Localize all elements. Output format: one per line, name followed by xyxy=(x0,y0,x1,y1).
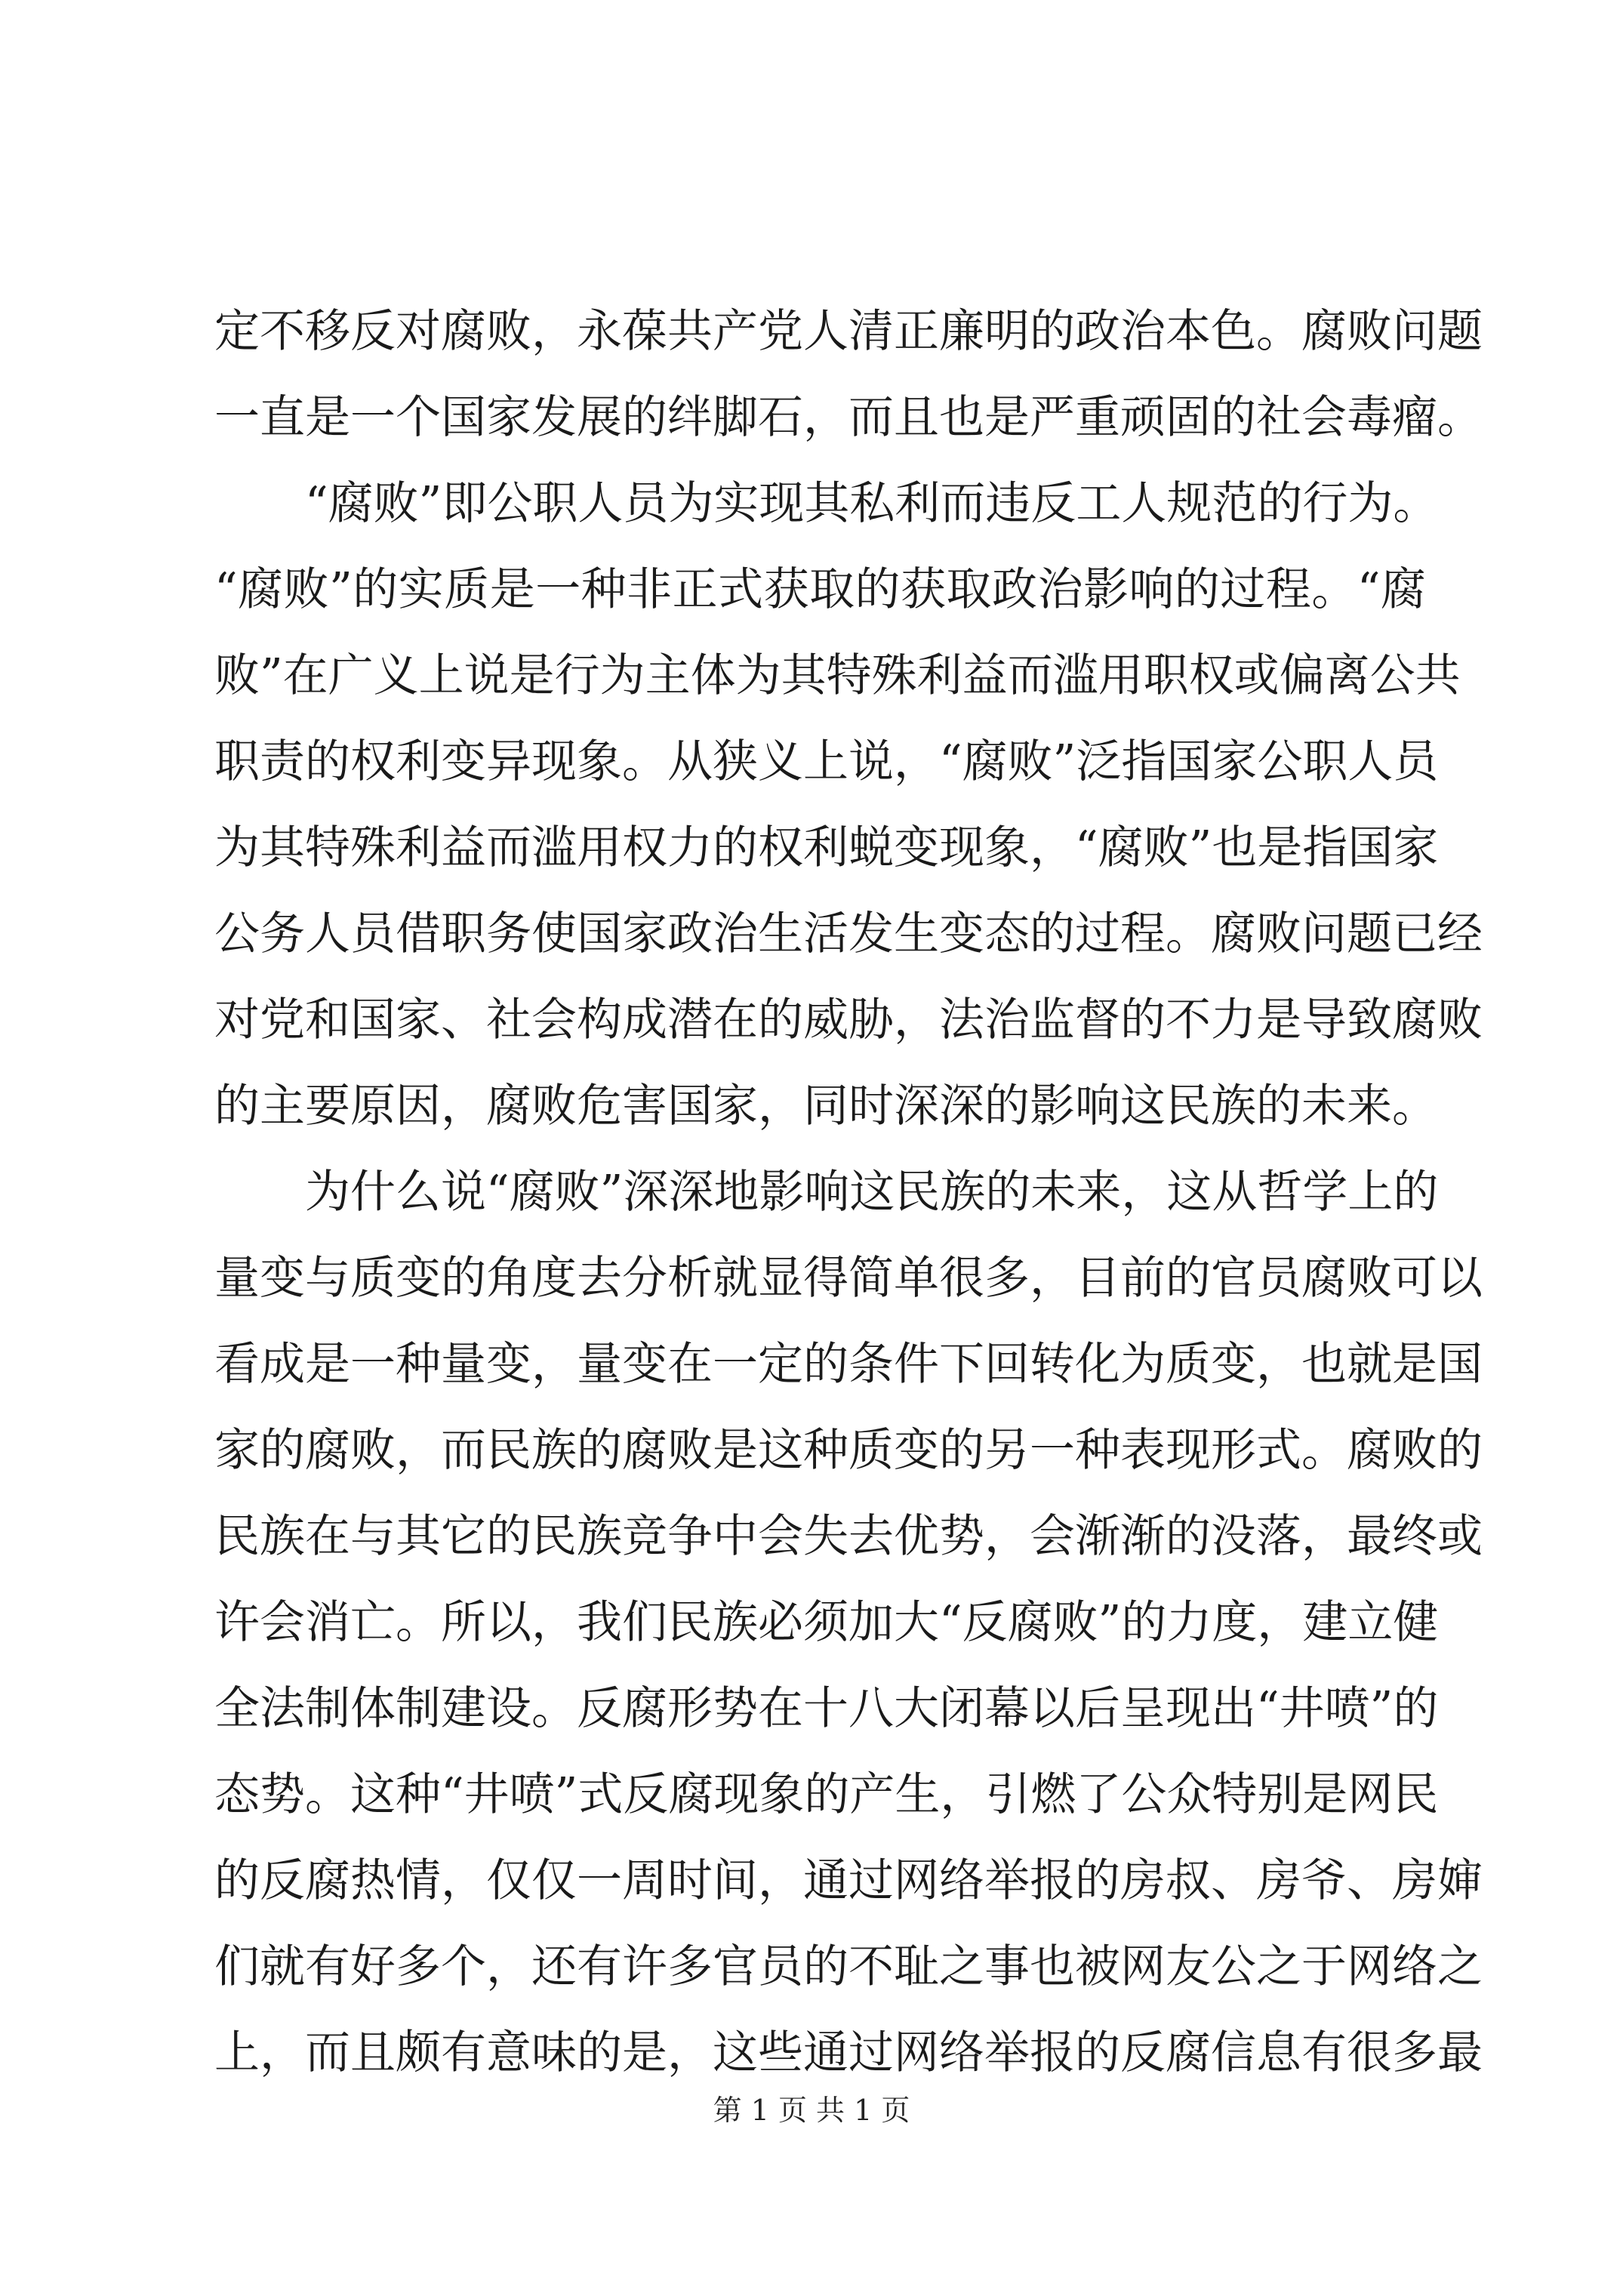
text-line: 态势。这种“井喷”式反腐现象的产生，引燃了公众特别是网民 xyxy=(214,1768,1439,1821)
text-line: 民族在与其它的民族竞争中会失去优势，会渐渐的没落，最终或 xyxy=(214,1510,1483,1563)
text-line: “腐败”即公职人员为实现其私利而违反工人规范的行为。 xyxy=(214,477,1439,530)
text-line: 定不移反对腐败，永葆共产党人清正廉明的政治本色。腐败问题 xyxy=(214,305,1483,358)
text-line: 职责的权利变异现象。从狭义上说，“腐败”泛指国家公职人员 xyxy=(214,735,1439,788)
text-line: 的反腐热情，仅仅一周时间，通过网络举报的房叔、房爷、房婶 xyxy=(214,1854,1483,1907)
text-line: 一直是一个国家发展的绊脚石，而且也是严重顽固的社会毒瘤。 xyxy=(214,391,1483,444)
text-line: 为其特殊利益而滥用权力的权利蜕变现象，“腐败”也是指国家 xyxy=(214,821,1439,874)
page-number-label: 第 1 页 共 1 页 xyxy=(713,2094,910,2127)
text-line: 公务人员借职务使国家政治生活发生变态的过程。腐败问题已经 xyxy=(214,908,1483,960)
page-footer xyxy=(0,2091,1623,2129)
text-line: 量变与质变的角度去分析就显得简单很多，目前的官员腐败可以 xyxy=(214,1252,1483,1305)
text-line: 看成是一种量变，量变在一定的条件下回转化为质变，也就是国 xyxy=(214,1338,1483,1391)
text-line: “腐败”的实质是一种非正式获取的获取政治影响的过程。“腐 xyxy=(214,563,1426,616)
text-line: 们就有好多个，还有许多官员的不耻之事也被网友公之于网络之 xyxy=(214,1940,1483,1993)
text-line: 败”在广义上说是行为主体为其特殊利益而滥用职权或偏离公共 xyxy=(214,649,1461,702)
text-line: 全法制体制建设。反腐形势在十八大闭幕以后呈现出“井喷”的 xyxy=(214,1682,1439,1735)
text-line: 上，而且颇有意味的是，这些通过网络举报的反腐信息有很多最 xyxy=(214,2026,1483,2079)
text-line: 对党和国家、社会构成潜在的威胁，法治监督的不力是导致腐败 xyxy=(214,994,1483,1046)
text-line: 的主要原因，腐败危害国家，同时深深的影响这民族的未来。 xyxy=(214,1080,1437,1133)
text-line: 为什么说“腐败”深深地影响这民族的未来，这从哲学上的 xyxy=(214,1166,1439,1219)
text-line: 许会消亡。所以，我们民族必须加大“反腐败”的力度，建立健 xyxy=(214,1596,1439,1649)
document-body xyxy=(214,288,1483,2096)
text-line: 家的腐败，而民族的腐败是这种质变的另一种表现形式。腐败的 xyxy=(214,1424,1483,1477)
